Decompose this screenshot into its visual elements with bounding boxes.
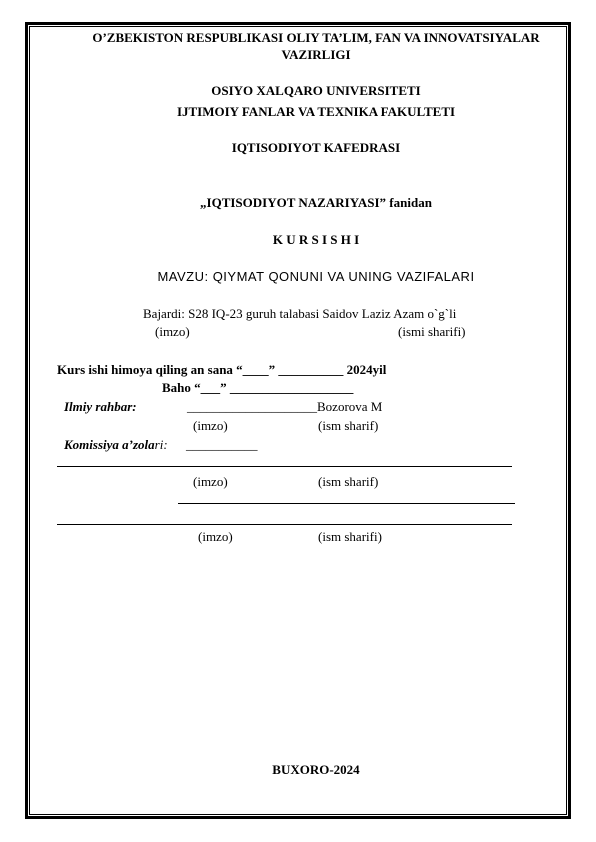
grade-line: Baho “___” ___________________ [162, 380, 354, 395]
author-line: Bajardi: S28 IQ-23 guruh talabasi Saidov Laziz Azam o`g`li [143, 306, 457, 321]
commission-rule-2 [178, 503, 515, 504]
commission-label-main: Komissiya a’zola [64, 437, 155, 452]
commission-rule-1 [57, 466, 512, 467]
faculty-name: IJTIMOIY FANLAR VA TEXNIKA FAKULTETI [176, 104, 456, 119]
supervisor-line: ____________________Bozorova M [187, 399, 383, 414]
commission-sign-label-1: (imzo) [193, 474, 228, 489]
author-name-label: (ismi sharifi) [398, 324, 466, 339]
supervisor-label: Ilmiy rahbar: [64, 399, 137, 414]
department-name: IQTISODIYOT KAFEDRASI [231, 140, 401, 155]
work-type: K U R S I S H I [272, 232, 360, 247]
ministry-line1: O’ZBEKISTON RESPUBLIKASI OLIY TA’LIM, FAN VA INNOVATSIYALAR [92, 30, 540, 45]
defense-date-line: Kurs ishi himoya qiling an sana “____” __________ 2024yil [57, 362, 387, 377]
commission-name-label-1: (ism sharif) [318, 474, 379, 489]
supervisor-name-label: (ism sharif) [318, 418, 379, 433]
topic-title: MAVZU: QIYMAT QONUNI VA UNING VAZIFALARI [157, 269, 475, 284]
author-sign-label: (imzo) [155, 324, 190, 339]
commission-label [64, 437, 168, 453]
commission-sign-label-2: (imzo) [198, 529, 233, 544]
commission-label-tail: ri: [154, 437, 168, 452]
subject-line: „IQTISODIYOT NAZARIYASI” fanidan [200, 195, 432, 210]
university-name: OSIYO XALQARO UNIVERSITETI [211, 83, 421, 98]
city-year: BUXORO-2024 [272, 762, 360, 777]
supervisor-sign-label: (imzo) [193, 418, 228, 433]
ministry-line2: VAZIRLIGI [281, 47, 351, 62]
commission-blank: ___________ [186, 437, 258, 452]
commission-name-label-2: (ism sharifi) [318, 529, 382, 544]
commission-rule-3 [57, 524, 512, 525]
